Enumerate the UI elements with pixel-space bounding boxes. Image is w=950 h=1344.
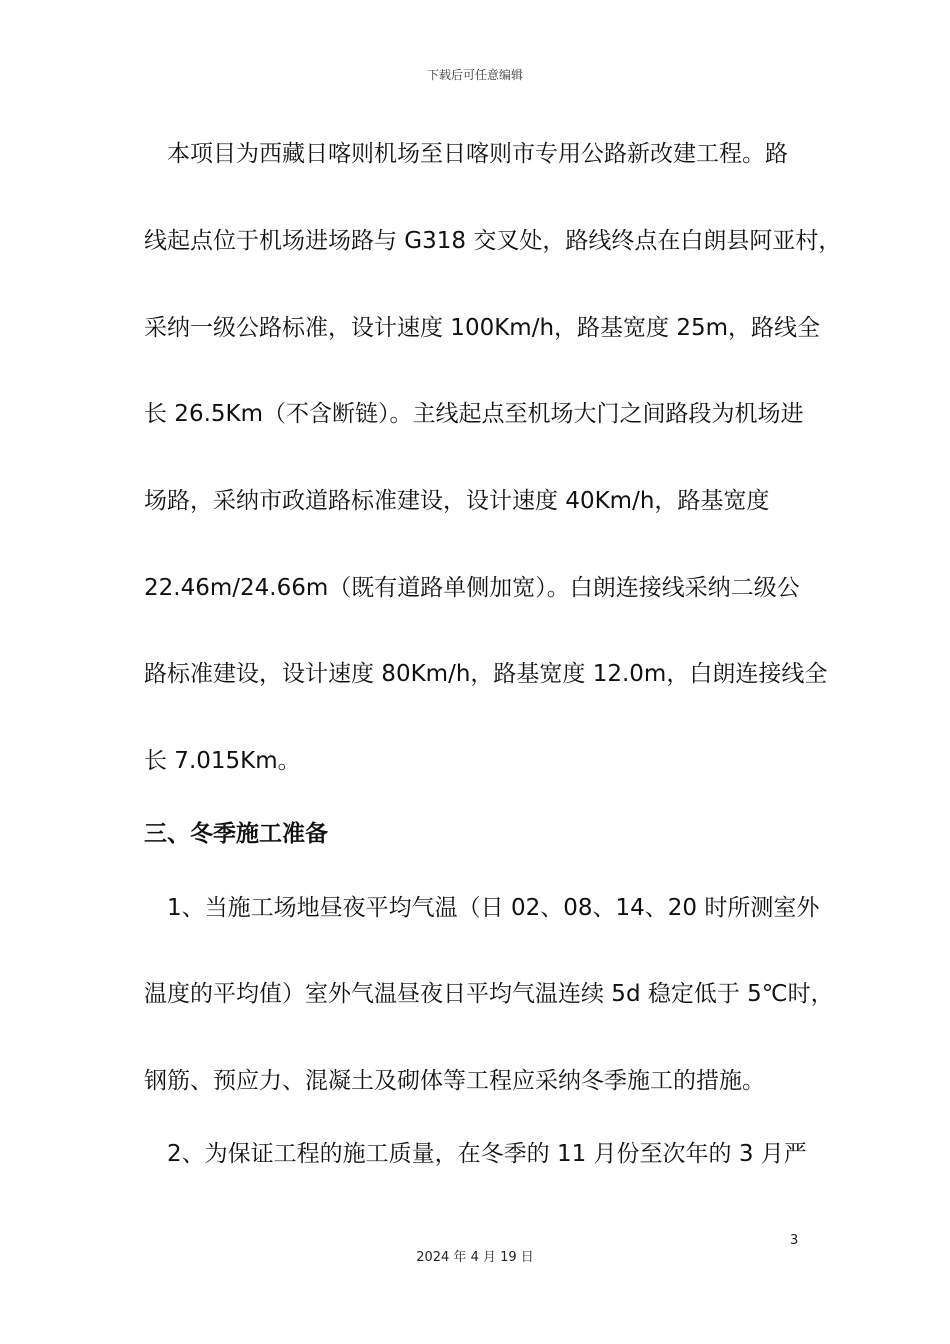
- body-line: 本项目为西藏日喀则机场至日喀则市专用公路新改建工程。路: [144, 141, 788, 167]
- body-line: 路标准建设，设计速度 80Km/h，路基宽度 12.0m，白朗连接线全: [144, 661, 828, 687]
- section-line: 2、为保证工程的施工质量，在冬季的 11 月份至次年的 3 月严: [144, 1141, 807, 1167]
- section-line: 温度的平均值）室外气温昼夜日平均气温连续 5d 稳定低于 5℃时，: [144, 981, 834, 1007]
- page-header-note: 下载后可任意编辑: [426, 68, 523, 82]
- body-line: 采纳一级公路标准，设计速度 100Km/h，路基宽度 25m，路线全: [144, 315, 821, 341]
- section-line: 钢筋、预应力、混凝土及砌体等工程应采纳冬季施工的措施。: [144, 1068, 765, 1094]
- body-line: 场路，采纳市政道路标准建设，设计速度 40Km/h，路基宽度: [144, 488, 770, 514]
- section-line: 1、当施工场地昼夜平均气温（日 02、08、14、20 时所测室外: [144, 895, 820, 921]
- body-line: 线起点位于机场进场路与 G318 交叉处，路线终点在白朗县阿亚村，: [144, 228, 842, 254]
- page-number: 3: [790, 1233, 799, 1248]
- body-line: 长 26.5Km（不含断链）。主线起点至机场大门之间路段为机场进: [144, 401, 804, 427]
- footer-date: 2024 年 4 月 19 日: [416, 1250, 534, 1265]
- body-line: 长 7.015Km。: [144, 748, 301, 774]
- body-line: 22.46m/24.66m（既有道路单侧加宽）。白朗连接线采纳二级公: [144, 575, 800, 601]
- section-heading: 三、冬季施工准备: [144, 821, 328, 847]
